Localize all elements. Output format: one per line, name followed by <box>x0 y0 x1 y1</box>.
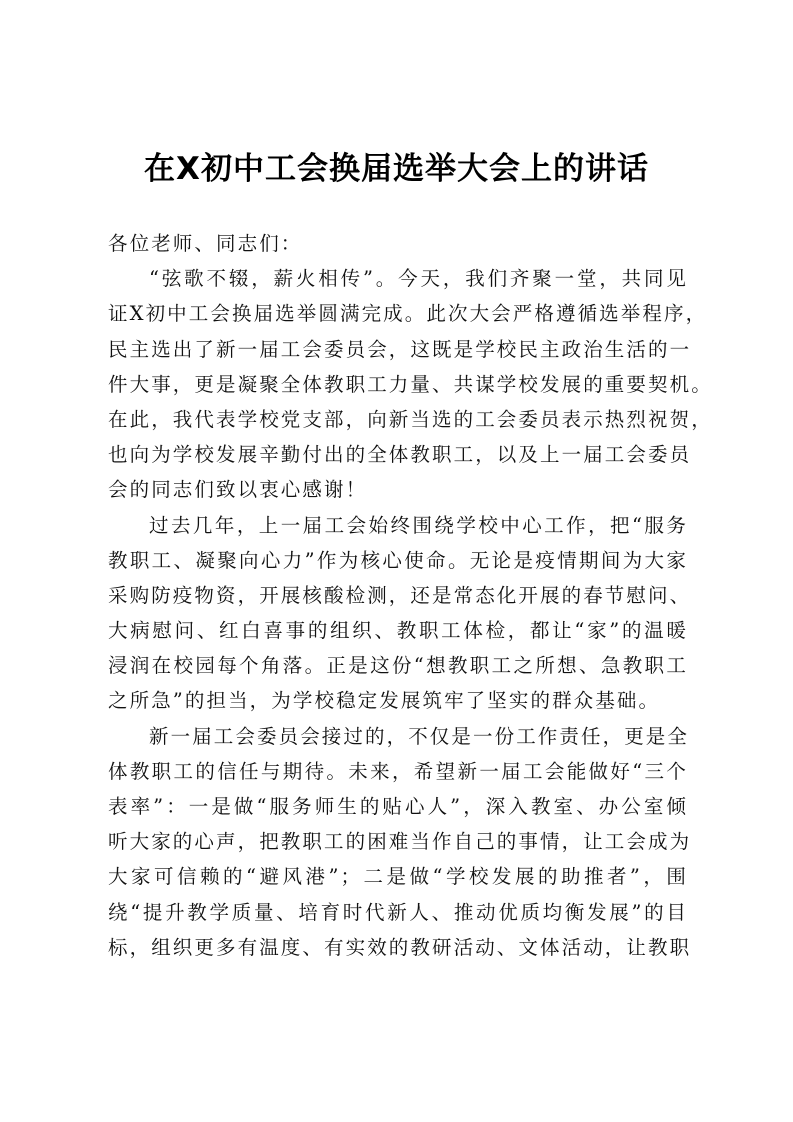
paragraph-line: 之所急”的担当，为学校稳定发展筑牢了坚实的群众基础。 <box>108 689 661 713</box>
paragraph-line: 体教职工的信任与期待。未来，希望新一届工会能做好“三个 <box>108 759 688 783</box>
paragraph-3 <box>108 719 692 965</box>
paragraph-line: 过去几年，上一届工会始终围绕学校中心工作，把“服务 <box>149 513 688 537</box>
paragraph-line: 也向为学校发展辛勤付出的全体教职工，以及上一届工会委员 <box>108 443 692 467</box>
paragraph-line: 教职工、凝聚向心力”作为核心使命。无论是疫情期间为大家 <box>108 548 688 572</box>
paragraph-line: 表率”：一是做“服务师生的贴心人”，深入教室、办公室倾 <box>108 795 688 818</box>
paragraph-line: 大病慰问、红白喜事的组织、教职工体检，都让“家”的温暖 <box>108 619 688 643</box>
paragraph-line: 浸润在校园每个角落。正是这份“想教职工之所想、急教职工 <box>108 654 688 678</box>
paragraph-line: 件大事，更是凝聚全体教职工力量、共谋学校发展的重要契机。 <box>108 372 713 396</box>
paragraph-line: 证X初中工会换届选举圆满完成。此次大会严格遵循选举程序， <box>108 302 708 326</box>
paragraph-line: 新一届工会委员会接过的，不仅是一份工作责任，更是全 <box>149 724 690 748</box>
document-body <box>108 226 713 965</box>
paragraph-line: 标，组织更多有温度、有实效的教研活动、文体活动，让教职 <box>108 935 692 959</box>
paragraph-1 <box>108 261 713 507</box>
paragraph-line: 采购防疫物资，开展核酸检测，还是常态化开展的春节慰问、 <box>108 583 692 607</box>
salutation: 各位老师、同志们： <box>108 232 303 255</box>
document-title: 在X初中工会换届选举大会上的讲话 <box>144 151 649 187</box>
paragraph-line: “弦歌不辍，薪火相传”。今天，我们齐聚一堂，共同见 <box>149 267 688 291</box>
paragraph-line: 在此，我代表学校党支部，向新当选的工会委员表示热烈祝贺， <box>108 407 713 431</box>
paragraph-line: 会的同志们致以衷心感谢！ <box>108 478 368 502</box>
paragraph-line: 绕“提升教学质量、培育时代新人、推动优质均衡发展”的目 <box>108 900 688 924</box>
paragraph-line: 听大家的心声，把教职工的困难当作自己的事情，让工会成为 <box>108 830 692 854</box>
paragraph-line: 民主选出了新一届工会委员会，这既是学校民主政治生活的一 <box>108 337 692 361</box>
paragraph-2 <box>108 508 692 719</box>
paragraph-line: 大家可信赖的“避风港”；二是做“学校发展的助推者”，围 <box>108 865 688 889</box>
